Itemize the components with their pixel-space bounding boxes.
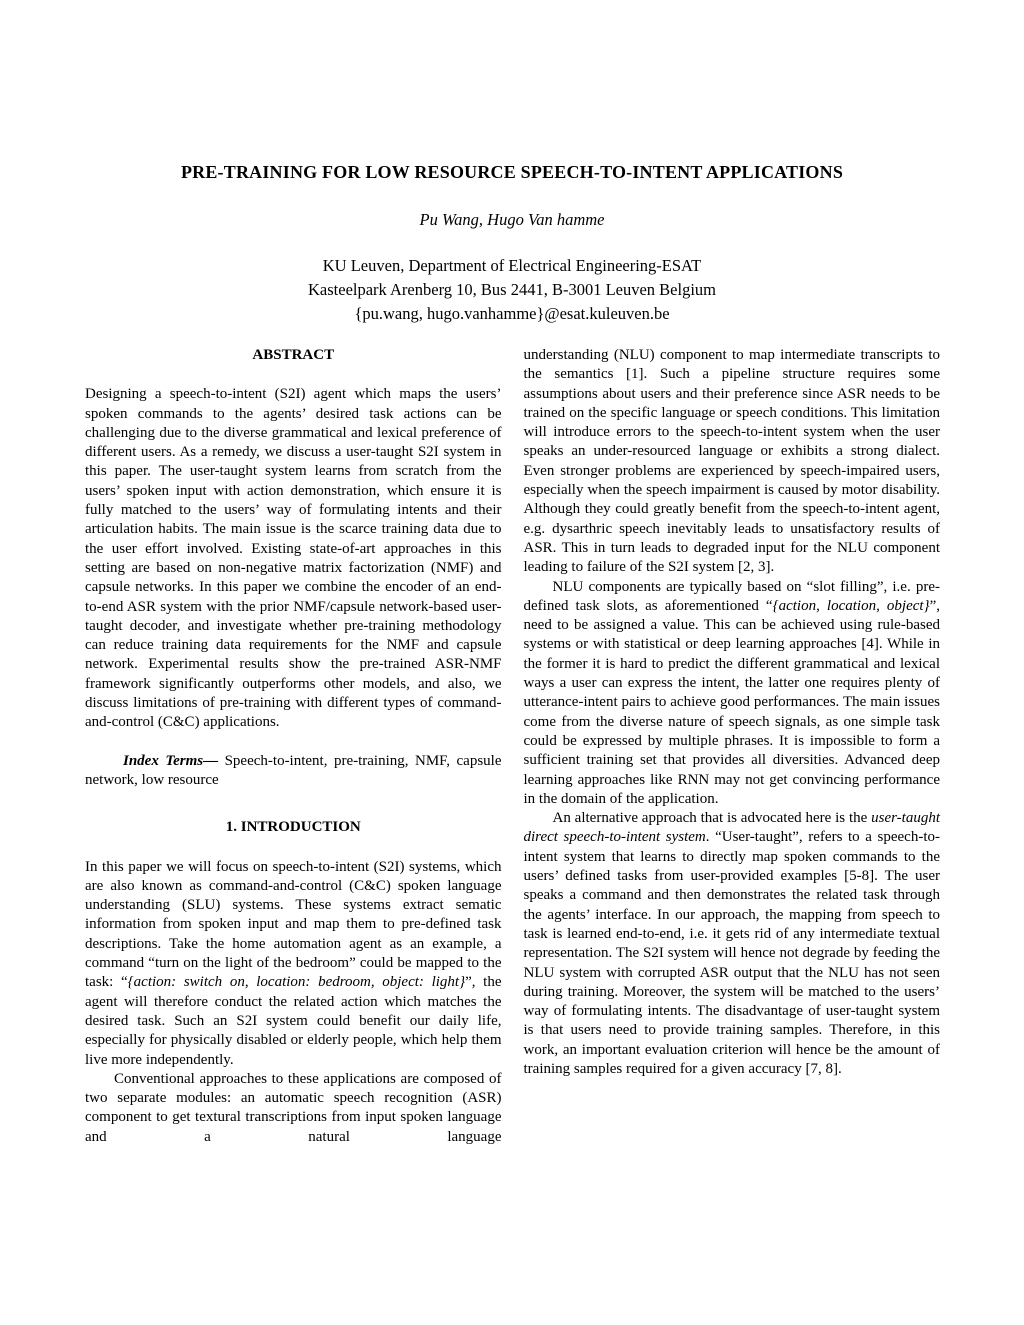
paper-title: PRE-TRAINING FOR LOW RESOURCE SPEECH-TO-INTENT APPLICATIONS bbox=[180, 162, 844, 182]
affiliation-line-1: KU Leuven, Department of Electrical Engineering-ESAT bbox=[322, 256, 702, 275]
introduction-heading: 1. INTRODUCTION bbox=[225, 819, 361, 836]
paper-authors: Pu Wang, Hugo Van hamme bbox=[419, 210, 605, 229]
affiliation-line-2: Kasteelpark Arenberg 10, Bus 2441, B-3001 Leuven Belgium bbox=[308, 280, 716, 299]
intro-paragraph-4: An alternative approach that is advocated here is the user-taught direct speech-to-intent system. “User-taught”, refers to a speech-to-intent system that learns to directly map spoken commands to the users’ defined tasks from user-provided examples [5-8]. The user speaks a command and then demonstrates the related task through the agents’ interface. In our approach, the mapping from speech to task is learned end-to-end, i.e. it gets rid of any intermediate textual representation. The S2I system will hence not degrade by feeding the NLU system with corrupted ASR output that the NLU has not seen during training. Moreover, the system will be matched to the users’ way of formulating intents. The disadvantage of user-taught system is that users need to provide training samples. Therefore, in this work, an important evaluation criterion will hence be the amount of training samples required for a given accuracy [7, 8]. bbox=[523, 810, 940, 1077]
intro-paragraph-3: NLU components are typically based on “slot filling”, i.e. pre-defined task slots, as aforementioned “{action, location, object}”, need to be assigned a value. This can be achieved using rule-based systems or with statistical or deep learning approaches [4]. While in the former it is hard to predict the different grammatical and lexical ways a user can express the intent, the latter one requires plenty of utterance-intent pairs to achieve good performances. The main issues come from the diverse nature of speech signals, as one simple task could be expressed by multiple phrases. It is impossible to form a sufficient training set that provides all diversities. Advanced deep learning approaches like RNN may not get convincing performance in the domain of the application. bbox=[523, 578, 940, 807]
abstract-paragraph: Designing a speech-to-intent (S2I) agent which maps the users’ spoken commands to the agents’ desired task actions can be challenging due to the diverse grammatical and lexical preference of different users. As a remedy, we discuss a user-taught S2I system in this paper. The user-taught system learns from scratch from the users’ spoken input with action demonstration, which ensure it is fully matched to the users’ way of formulating intents and their articulation habits. The main issue is the scarce training data due to the user effort involved. Existing state-of-art approaches in this setting are based on non-negative matrix factorization (NMF) and capsule networks. In this paper we combine the encoder of an end-to-end ASR system with the prior NMF/capsule network-based user-taught decoder, and investigate whether pre-training methodology can reduce training data requirements for the NMF and capsule network. Experimental results show the pre-trained ASR-NMF framework significantly outperforms other models, and also, we discuss limitations of pre-training with different types of command-and-control (C&C) applications. bbox=[85, 386, 502, 731]
index-terms-paragraph: Index Terms— Speech-to-intent, pre-training, NMF, capsule network, low resource bbox=[85, 752, 502, 788]
two-column-body bbox=[85, 346, 940, 1147]
abstract-heading: ABSTRACT bbox=[252, 347, 335, 363]
right-column bbox=[524, 346, 941, 1147]
intro-paragraph-2-continued: understanding (NLU) component to map intermediate transcripts to the semantics [1]. Such a pipeline structure requires some assumptions about users and their preference since ASR needs to be trained on the specific language or speech conditions. This limitation will introduce errors to the speech-to-intent system when the user speaks an under-resourced language or exhibits a strong dialect. Even stronger problems are experienced by speech-impaired users, especially when the speech impairment is caused by motor disability. Although they could greatly benefit from the speech-to-intent agent, e.g. dysarthric speech inevitably leads to unsatisfactory results of ASR. This in turn leads to degraded input for the NLU component leading to failure of the S2I system [2, 3]. bbox=[523, 347, 940, 576]
intro-paragraph-1: In this paper we will focus on speech-to-intent (S2I) systems, which are also known as command-and-control (C&C) spoken language understanding (SLU) systems. These systems extract sematic information from spoken input and map them to pre-defined task descriptions. Take the home automation agent as an example, a command “turn on the light of the bedroom” could be mapped to the task: “{action: switch on, location: bedroom, object: light}”, the agent will therefore conduct the related action which matches the desired task. Such an S2I system could benefit our daily life, especially for physically disabled or elderly people, which help them live more independently. bbox=[85, 858, 502, 1068]
affiliation-block bbox=[0, 254, 1024, 326]
left-column bbox=[85, 346, 502, 1147]
affiliation-email: {pu.wang, hugo.vanhamme}@esat.kuleuven.be bbox=[354, 304, 670, 323]
intro-paragraph-2: Conventional approaches to these applications are composed of two separate modules: an automatic speech recognition (ASR) component to get textural transcriptions from input spoken language and a natural language bbox=[85, 1070, 502, 1145]
